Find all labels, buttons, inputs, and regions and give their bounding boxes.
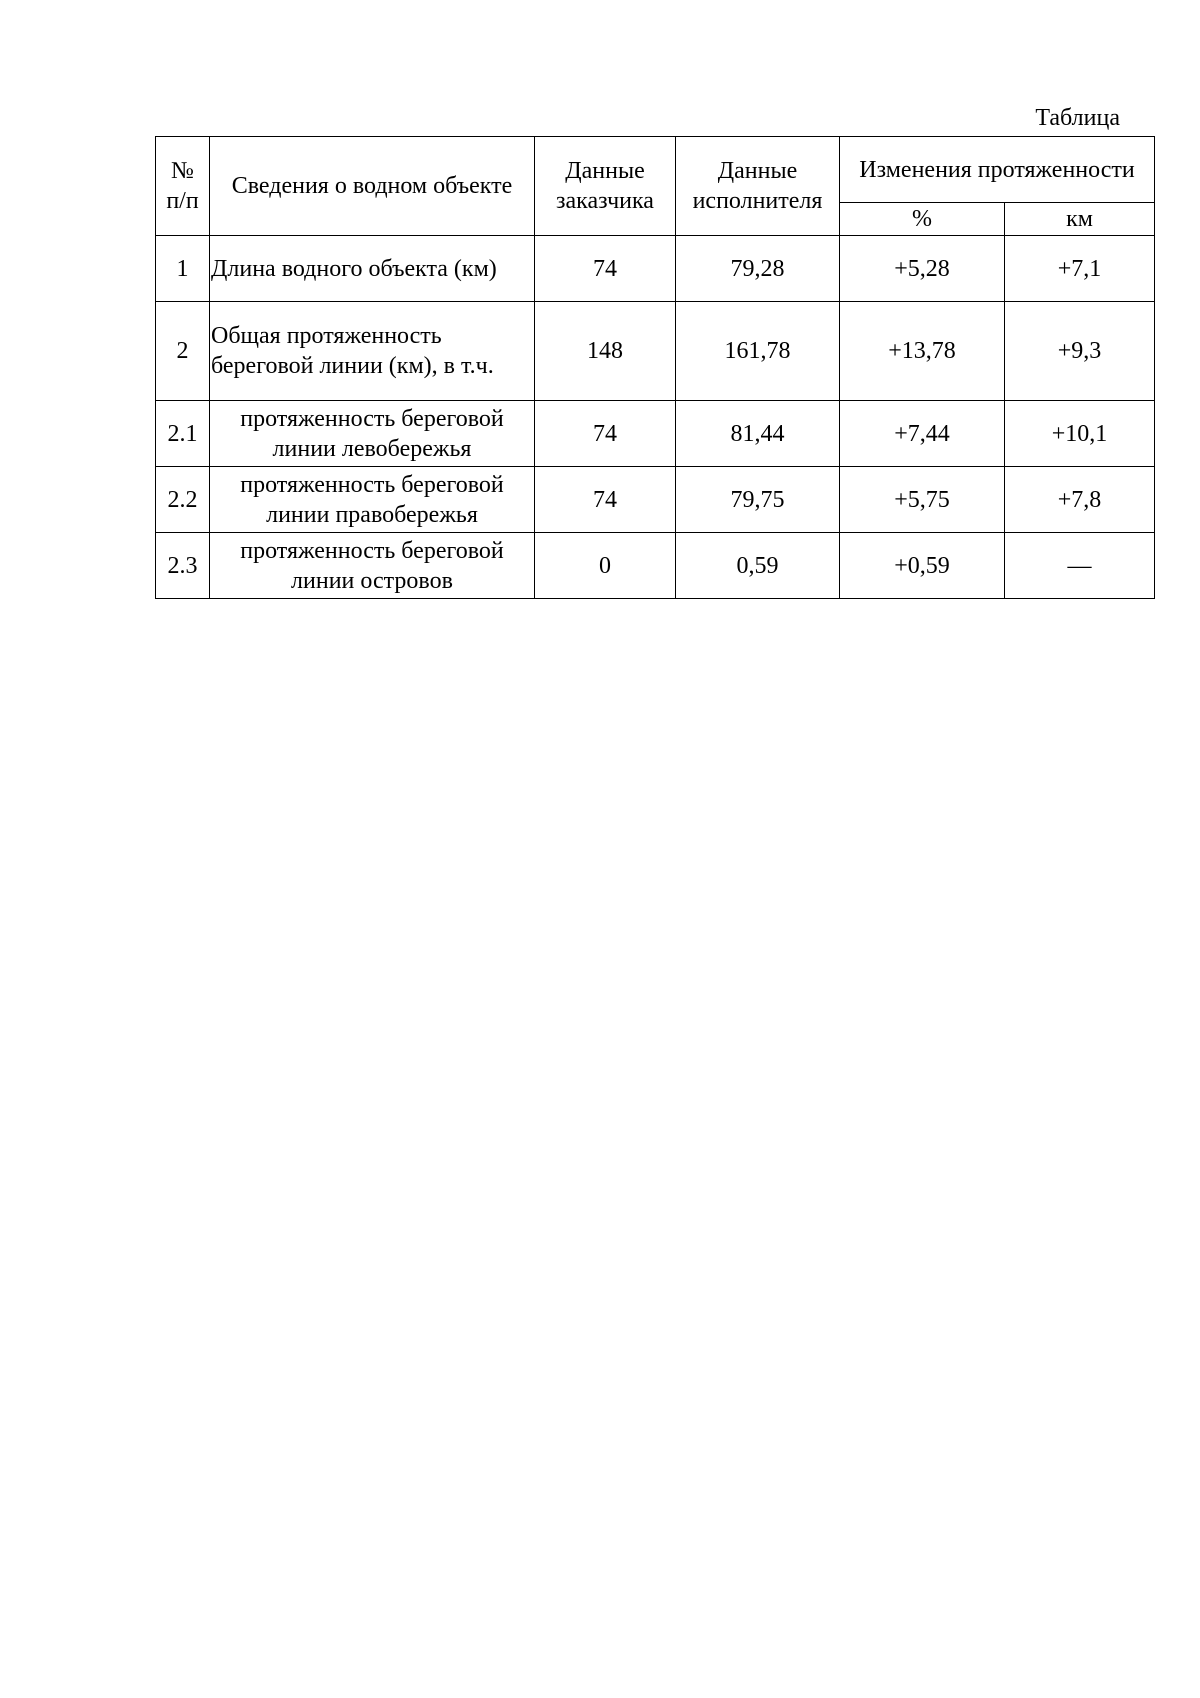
cell-info: Длина водного объекта (км) [210, 236, 535, 302]
cell-km: +10,1 [1005, 401, 1155, 467]
cell-num: 2.2 [156, 467, 210, 533]
cell-info: протяженность береговой линии левобережья [210, 401, 535, 467]
header-pct: % [840, 203, 1005, 236]
cell-km: +7,8 [1005, 467, 1155, 533]
cell-customer: 148 [535, 302, 676, 401]
header-contractor: Данные исполнителя [676, 137, 840, 236]
cell-pct: +5,28 [840, 236, 1005, 302]
cell-km: +9,3 [1005, 302, 1155, 401]
cell-contractor: 0,59 [676, 533, 840, 599]
cell-contractor: 81,44 [676, 401, 840, 467]
table-row [156, 467, 1155, 533]
cell-km: +7,1 [1005, 236, 1155, 302]
cell-customer: 74 [535, 467, 676, 533]
cell-customer: 0 [535, 533, 676, 599]
cell-pct: +13,78 [840, 302, 1005, 401]
table-row [156, 302, 1155, 401]
cell-customer: 74 [535, 236, 676, 302]
cell-info: Общая протяженность береговой линии (км), в т.ч. [210, 302, 535, 401]
table-caption: Таблица [1035, 105, 1120, 131]
data-table [155, 136, 1155, 599]
header-row [156, 137, 1155, 203]
cell-num: 1 [156, 236, 210, 302]
cell-info: протяженность береговой линии островов [210, 533, 535, 599]
cell-contractor: 161,78 [676, 302, 840, 401]
header-customer: Данные заказчика [535, 137, 676, 236]
cell-contractor: 79,75 [676, 467, 840, 533]
cell-pct: +5,75 [840, 467, 1005, 533]
cell-info: протяженность береговой линии правобережья [210, 467, 535, 533]
cell-contractor: 79,28 [676, 236, 840, 302]
header-km: км [1005, 203, 1155, 236]
cell-km: — [1005, 533, 1155, 599]
table-row [156, 401, 1155, 467]
cell-num: 2.3 [156, 533, 210, 599]
header-change: Изменения протяженности [840, 137, 1155, 203]
cell-num: 2.1 [156, 401, 210, 467]
cell-num: 2 [156, 302, 210, 401]
table-row [156, 236, 1155, 302]
header-num: № п/п [156, 137, 210, 236]
cell-pct: +0,59 [840, 533, 1005, 599]
cell-customer: 74 [535, 401, 676, 467]
cell-pct: +7,44 [840, 401, 1005, 467]
header-info: Сведения о водном объекте [210, 137, 535, 236]
table-row [156, 533, 1155, 599]
